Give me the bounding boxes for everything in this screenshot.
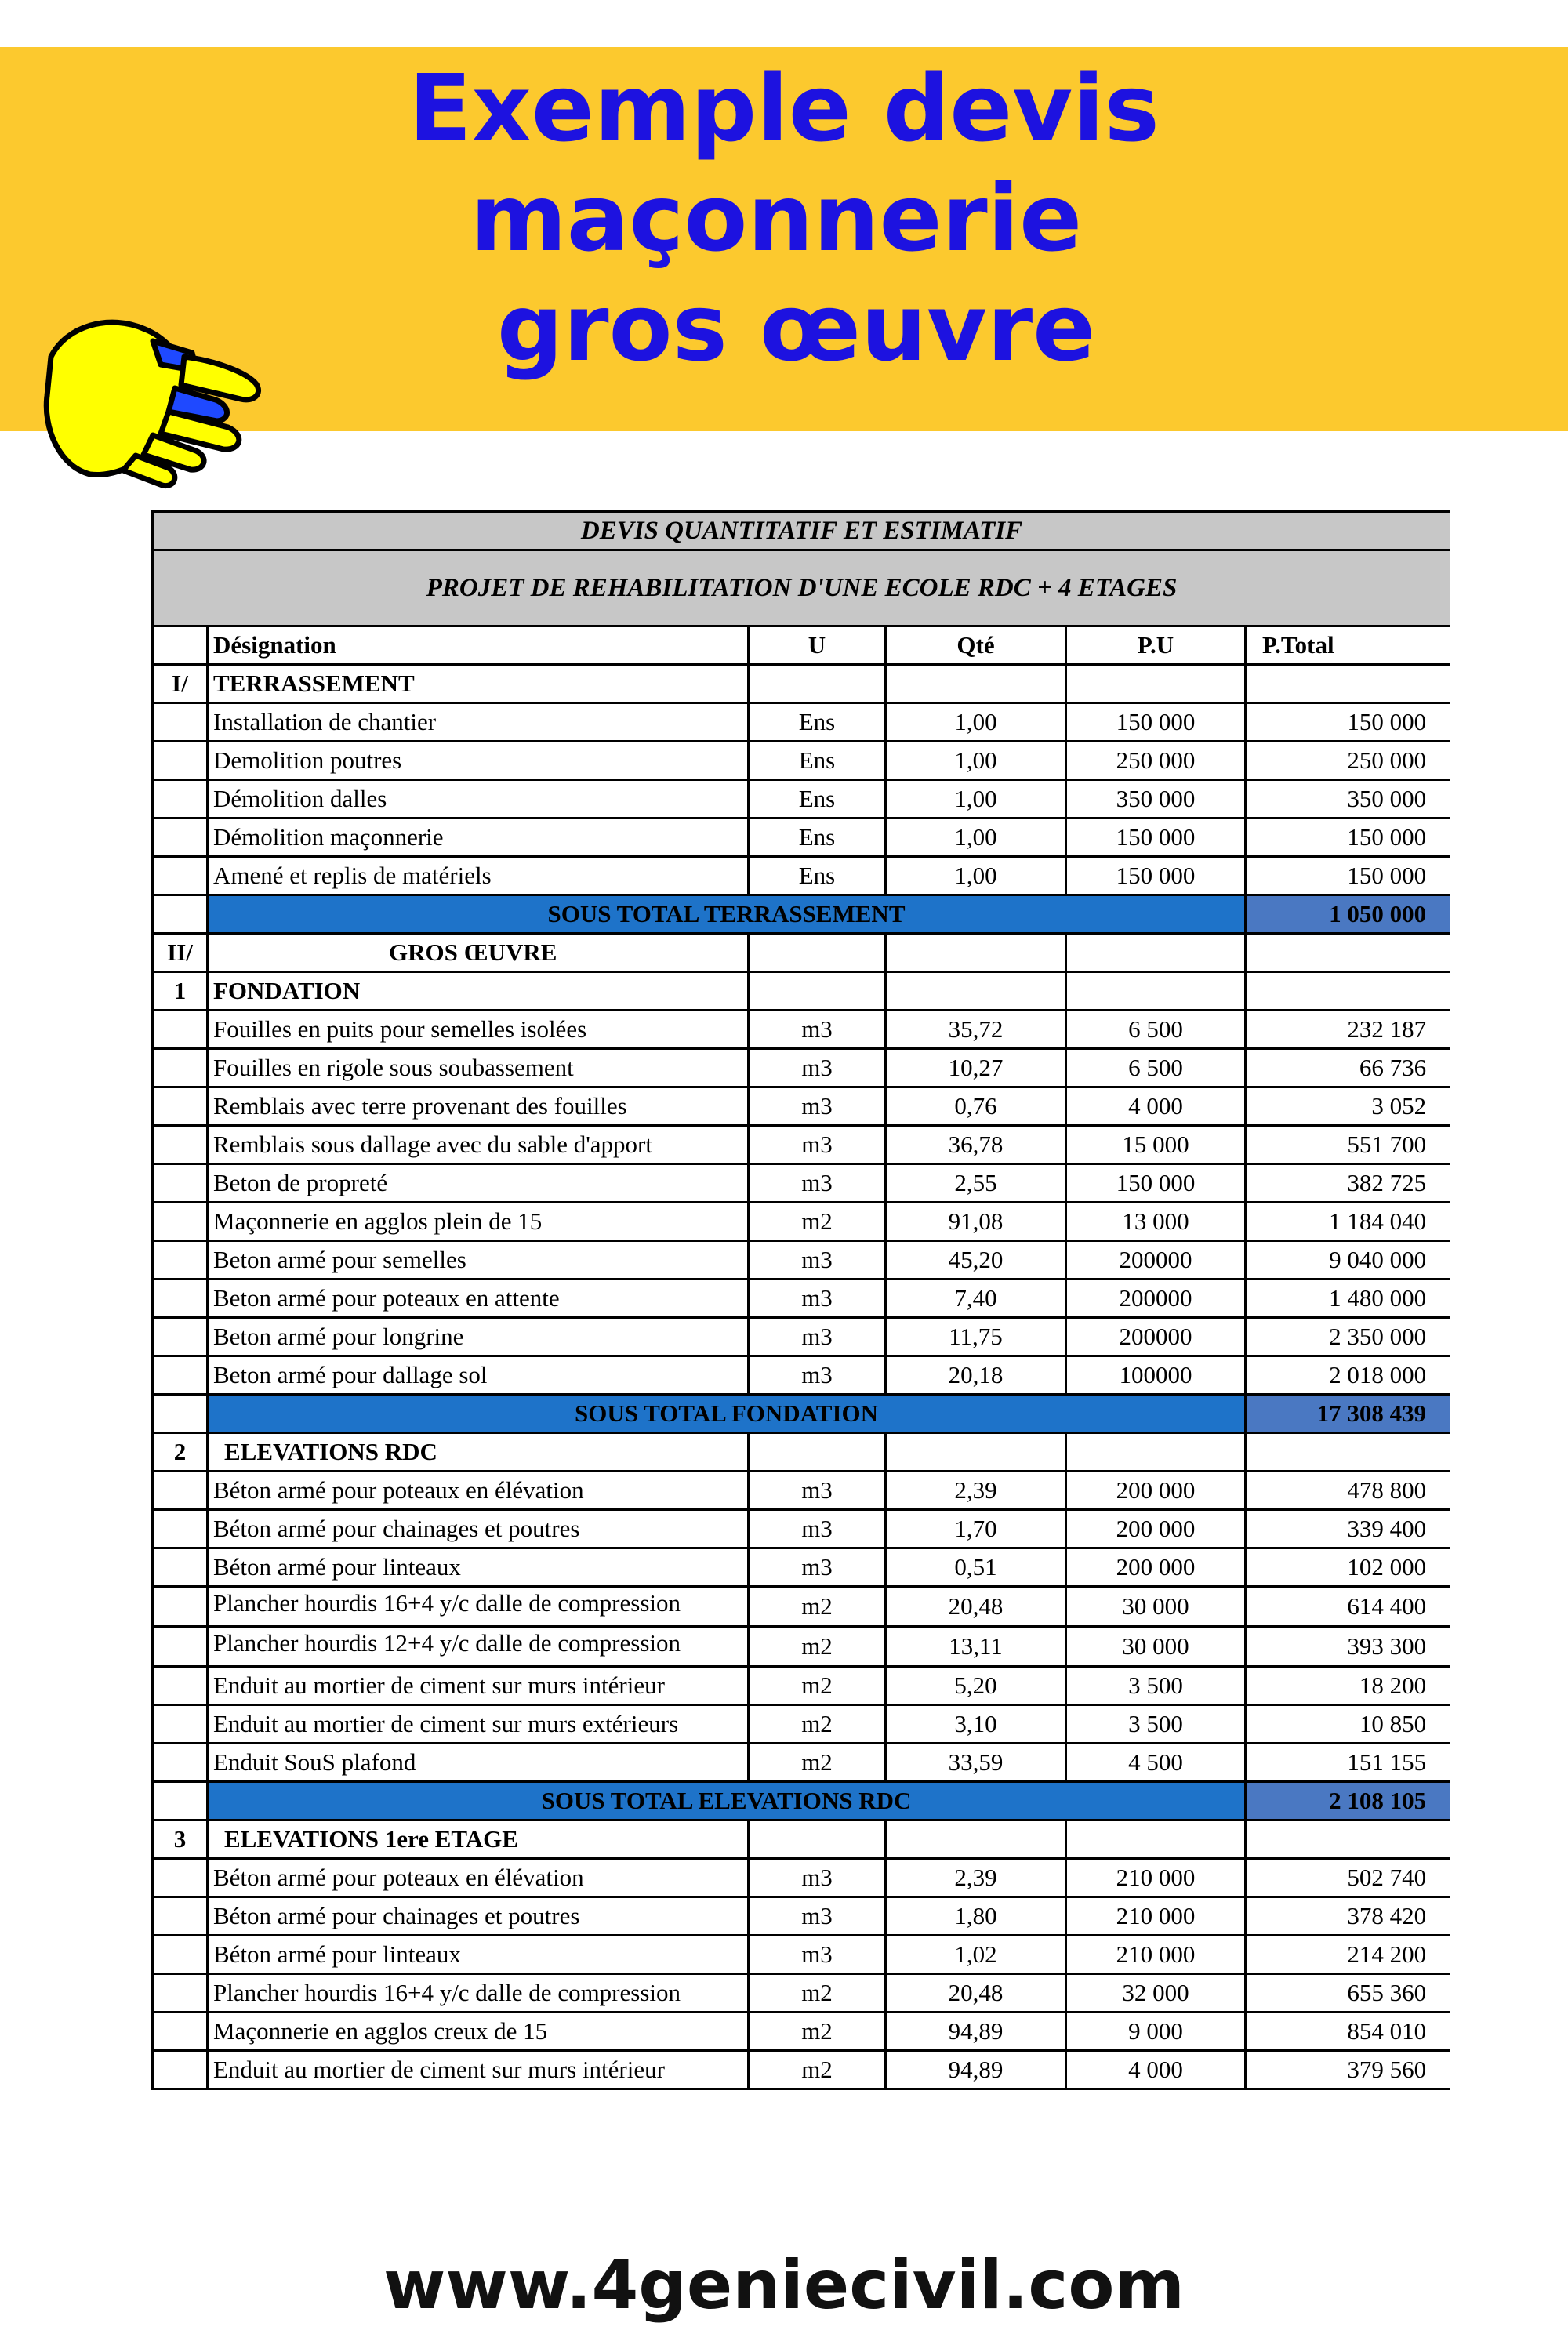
table-row xyxy=(153,1203,1450,1241)
row-unit: m2 xyxy=(749,1587,886,1627)
col-total: P.Total xyxy=(1246,626,1450,665)
row-unit: m2 xyxy=(749,1744,886,1782)
row-designation: Béton armé pour poteaux en élévation xyxy=(208,1472,749,1510)
section-number: 1 xyxy=(153,972,208,1011)
row-designation: Beton armé pour poteaux en attente xyxy=(208,1279,749,1318)
row-total: 9 040 000 xyxy=(1246,1241,1450,1279)
row-number xyxy=(153,1011,208,1049)
row-unit-price: 6 500 xyxy=(1066,1011,1246,1049)
project-row xyxy=(153,550,1450,626)
row-designation: Demolition poutres xyxy=(208,742,749,780)
row-number xyxy=(153,1318,208,1356)
row-qty: 91,08 xyxy=(886,1203,1066,1241)
row-designation: Beton armé pour semelles xyxy=(208,1241,749,1279)
section-row xyxy=(153,972,1450,1011)
row-qty: 13,11 xyxy=(886,1627,1066,1667)
row-unit-price: 150 000 xyxy=(1066,1164,1246,1203)
col-pu: P.U xyxy=(1066,626,1246,665)
row-total: 66 736 xyxy=(1246,1049,1450,1087)
row-unit: m3 xyxy=(749,1356,886,1395)
row-designation: Béton armé pour linteaux xyxy=(208,1936,749,1974)
elevations-etage1-rows xyxy=(153,1859,1450,2089)
row-unit-price: 210 000 xyxy=(1066,1859,1246,1897)
row-number xyxy=(153,1548,208,1587)
row-designation: Plancher hourdis 16+4 y/c dalle de compression xyxy=(208,1974,749,2013)
section-number: 3 xyxy=(153,1820,208,1859)
section-label: ELEVATIONS RDC xyxy=(208,1433,749,1472)
row-unit-price: 100000 xyxy=(1066,1356,1246,1395)
row-number xyxy=(153,1087,208,1126)
section-label: GROS ŒUVRE xyxy=(208,934,749,972)
row-unit: m3 xyxy=(749,1126,886,1164)
row-qty: 5,20 xyxy=(886,1667,1066,1705)
row-unit-price: 200 000 xyxy=(1066,1548,1246,1587)
row-designation: Remblais sous dallage avec du sable d'apport xyxy=(208,1126,749,1164)
row-unit-price: 200000 xyxy=(1066,1318,1246,1356)
row-number xyxy=(153,1510,208,1548)
row-unit: Ens xyxy=(749,818,886,857)
subtotal-label: SOUS TOTAL TERRASSEMENT xyxy=(208,895,1246,934)
subtotal-label: SOUS TOTAL ELEVATIONS RDC xyxy=(208,1782,1246,1820)
row-number xyxy=(153,742,208,780)
row-designation: Remblais avec terre provenant des fouilles xyxy=(208,1087,749,1126)
row-number xyxy=(153,1241,208,1279)
row-qty: 20,48 xyxy=(886,1587,1066,1627)
row-unit: m2 xyxy=(749,2051,886,2089)
table-row xyxy=(153,780,1450,818)
row-total: 150 000 xyxy=(1246,703,1450,742)
section-row xyxy=(153,934,1450,972)
row-number xyxy=(153,1705,208,1744)
row-total: 250 000 xyxy=(1246,742,1450,780)
row-unit: Ens xyxy=(749,780,886,818)
row-unit: m3 xyxy=(749,1011,886,1049)
table-row xyxy=(153,1472,1450,1510)
row-unit-price: 150 000 xyxy=(1066,818,1246,857)
col-designation: Désignation xyxy=(208,626,749,665)
row-unit-price: 210 000 xyxy=(1066,1936,1246,1974)
row-qty: 0,76 xyxy=(886,1087,1066,1126)
row-number xyxy=(153,1126,208,1164)
row-designation: Fouilles en puits pour semelles isolées xyxy=(208,1011,749,1049)
row-designation: Beton de propreté xyxy=(208,1164,749,1203)
table-row xyxy=(153,1279,1450,1318)
row-total: 232 187 xyxy=(1246,1011,1450,1049)
row-total: 854 010 xyxy=(1246,2013,1450,2051)
row-designation: Béton armé pour linteaux xyxy=(208,1548,749,1587)
row-unit: m3 xyxy=(749,1859,886,1897)
row-total: 214 200 xyxy=(1246,1936,1450,1974)
table-row xyxy=(153,1627,1450,1667)
terrassement-rows xyxy=(153,703,1450,895)
section-row xyxy=(153,1433,1450,1472)
row-unit: m3 xyxy=(749,1279,886,1318)
row-unit: Ens xyxy=(749,742,886,780)
table-row xyxy=(153,1126,1450,1164)
row-qty: 94,89 xyxy=(886,2051,1066,2089)
row-designation: Maçonnerie en agglos plein de 15 xyxy=(208,1203,749,1241)
table-row xyxy=(153,1510,1450,1548)
row-qty: 1,00 xyxy=(886,857,1066,895)
row-unit-price: 250 000 xyxy=(1066,742,1246,780)
row-number xyxy=(153,780,208,818)
row-number xyxy=(153,1859,208,1897)
table-row xyxy=(153,1011,1450,1049)
row-number xyxy=(153,703,208,742)
row-designation: Béton armé pour poteaux en élévation xyxy=(208,1859,749,1897)
row-designation: Enduit au mortier de ciment sur murs intérieur xyxy=(208,1667,749,1705)
row-total: 478 800 xyxy=(1246,1472,1450,1510)
row-total: 551 700 xyxy=(1246,1126,1450,1164)
table-title-row xyxy=(153,512,1450,550)
table-row xyxy=(153,818,1450,857)
row-unit-price: 200000 xyxy=(1066,1279,1246,1318)
row-unit-price: 3 500 xyxy=(1066,1667,1246,1705)
table-row xyxy=(153,1049,1450,1087)
row-total: 655 360 xyxy=(1246,1974,1450,2013)
row-qty: 1,00 xyxy=(886,703,1066,742)
row-qty: 94,89 xyxy=(886,2013,1066,2051)
section-label: TERRASSEMENT xyxy=(208,665,749,703)
column-header-row xyxy=(153,626,1450,665)
subtotal-value: 1 050 000 xyxy=(1246,895,1450,934)
row-total: 10 850 xyxy=(1246,1705,1450,1744)
pointing-hand-icon xyxy=(35,310,270,498)
row-total: 393 300 xyxy=(1246,1627,1450,1667)
row-unit-price: 30 000 xyxy=(1066,1587,1246,1627)
row-unit-price: 200000 xyxy=(1066,1241,1246,1279)
project-title: PROJET DE REHABILITATION D'UNE ECOLE RDC + 4 ETAGES xyxy=(153,550,1450,626)
subtotal-value: 2 108 105 xyxy=(1246,1782,1450,1820)
estimate-sheet xyxy=(151,510,1450,2212)
row-unit: m2 xyxy=(749,1627,886,1667)
row-unit-price: 9 000 xyxy=(1066,2013,1246,2051)
row-total: 379 560 xyxy=(1246,2051,1450,2089)
row-unit-price: 210 000 xyxy=(1066,1897,1246,1936)
section-label: ELEVATIONS 1ere ETAGE xyxy=(208,1820,749,1859)
row-number xyxy=(153,1279,208,1318)
subtotal-value: 17 308 439 xyxy=(1246,1395,1450,1433)
row-number xyxy=(153,1936,208,1974)
row-total: 3 052 xyxy=(1246,1087,1450,1126)
row-unit: m3 xyxy=(749,1241,886,1279)
row-total: 2 350 000 xyxy=(1246,1318,1450,1356)
row-qty: 1,70 xyxy=(886,1510,1066,1548)
row-unit: m3 xyxy=(749,1087,886,1126)
row-designation: Enduit au mortier de ciment sur murs extérieurs xyxy=(208,1705,749,1744)
row-number xyxy=(153,1744,208,1782)
row-designation: Installation de chantier xyxy=(208,703,749,742)
title-line-1: Exemple devis xyxy=(408,54,1160,162)
row-qty: 20,48 xyxy=(886,1974,1066,2013)
table-row xyxy=(153,1744,1450,1782)
row-total: 382 725 xyxy=(1246,1164,1450,1203)
row-unit: m3 xyxy=(749,1164,886,1203)
table-row xyxy=(153,1241,1450,1279)
col-unit: U xyxy=(749,626,886,665)
row-total: 614 400 xyxy=(1246,1587,1450,1627)
row-total: 1 480 000 xyxy=(1246,1279,1450,1318)
row-total: 502 740 xyxy=(1246,1859,1450,1897)
title-line-3: gros œuvre xyxy=(464,274,1096,382)
row-unit: m2 xyxy=(749,1203,886,1241)
table-row xyxy=(153,857,1450,895)
subtotal-row xyxy=(153,1395,1450,1433)
row-unit-price: 4 000 xyxy=(1066,1087,1246,1126)
row-unit: m3 xyxy=(749,1049,886,1087)
elevations-rdc-rows xyxy=(153,1472,1450,1782)
row-qty: 11,75 xyxy=(886,1318,1066,1356)
row-number xyxy=(153,1049,208,1087)
row-qty: 2,39 xyxy=(886,1859,1066,1897)
col-qty: Qté xyxy=(886,626,1066,665)
row-unit: m3 xyxy=(749,1318,886,1356)
row-unit-price: 13 000 xyxy=(1066,1203,1246,1241)
row-unit: Ens xyxy=(749,857,886,895)
row-qty: 1,00 xyxy=(886,780,1066,818)
row-designation: Plancher hourdis 16+4 y/c dalle de compression xyxy=(208,1587,749,1627)
row-number xyxy=(153,818,208,857)
row-number xyxy=(153,2013,208,2051)
row-unit-price: 30 000 xyxy=(1066,1627,1246,1667)
row-qty: 1,00 xyxy=(886,818,1066,857)
row-qty: 10,27 xyxy=(886,1049,1066,1087)
row-qty: 0,51 xyxy=(886,1548,1066,1587)
row-designation: Démolition dalles xyxy=(208,780,749,818)
row-designation: Béton armé pour chainages et poutres xyxy=(208,1510,749,1548)
row-unit-price: 150 000 xyxy=(1066,857,1246,895)
row-unit: m3 xyxy=(749,1510,886,1548)
table-row xyxy=(153,1548,1450,1587)
row-number xyxy=(153,1203,208,1241)
table-row xyxy=(153,1897,1450,1936)
row-designation: Beton armé pour longrine xyxy=(208,1318,749,1356)
table-row xyxy=(153,1087,1450,1126)
row-unit: m3 xyxy=(749,1897,886,1936)
row-number xyxy=(153,1356,208,1395)
row-qty: 20,18 xyxy=(886,1356,1066,1395)
row-designation: Démolition maçonnerie xyxy=(208,818,749,857)
col-num xyxy=(153,626,208,665)
row-qty: 36,78 xyxy=(886,1126,1066,1164)
estimate-table xyxy=(151,510,1450,2090)
row-total: 350 000 xyxy=(1246,780,1450,818)
section-number: I/ xyxy=(153,665,208,703)
row-number xyxy=(153,1667,208,1705)
row-unit: m2 xyxy=(749,1974,886,2013)
row-qty: 2,55 xyxy=(886,1164,1066,1203)
row-unit-price: 3 500 xyxy=(1066,1705,1246,1744)
table-row xyxy=(153,1974,1450,2013)
row-qty: 1,00 xyxy=(886,742,1066,780)
row-qty: 1,80 xyxy=(886,1897,1066,1936)
subtotal-row xyxy=(153,895,1450,934)
row-unit: Ens xyxy=(749,703,886,742)
row-total: 151 155 xyxy=(1246,1744,1450,1782)
row-number xyxy=(153,1897,208,1936)
row-unit-price: 6 500 xyxy=(1066,1049,1246,1087)
table-title: DEVIS QUANTITATIF ET ESTIMATIF xyxy=(153,512,1450,550)
row-unit-price: 350 000 xyxy=(1066,780,1246,818)
table-row xyxy=(153,1164,1450,1203)
row-unit: m3 xyxy=(749,1472,886,1510)
row-number xyxy=(153,1974,208,2013)
row-number xyxy=(153,857,208,895)
row-qty: 3,10 xyxy=(886,1705,1066,1744)
row-qty: 1,02 xyxy=(886,1936,1066,1974)
row-designation: Enduit SouS plafond xyxy=(208,1744,749,1782)
row-designation: Plancher hourdis 12+4 y/c dalle de compression xyxy=(208,1627,749,1667)
table-row xyxy=(153,1587,1450,1627)
row-number xyxy=(153,1472,208,1510)
row-unit: m2 xyxy=(749,2013,886,2051)
table-row xyxy=(153,2051,1450,2089)
row-total: 102 000 xyxy=(1246,1548,1450,1587)
row-unit: m3 xyxy=(749,1936,886,1974)
table-row xyxy=(153,1667,1450,1705)
row-designation: Amené et replis de matériels xyxy=(208,857,749,895)
row-designation: Enduit au mortier de ciment sur murs intérieur xyxy=(208,2051,749,2089)
row-unit-price: 4 500 xyxy=(1066,1744,1246,1782)
row-designation: Beton armé pour dallage sol xyxy=(208,1356,749,1395)
row-qty: 35,72 xyxy=(886,1011,1066,1049)
row-qty: 2,39 xyxy=(886,1472,1066,1510)
subtotal-label: SOUS TOTAL FONDATION xyxy=(208,1395,1246,1433)
table-row xyxy=(153,703,1450,742)
subtotal-row xyxy=(153,1782,1450,1820)
row-number xyxy=(153,2051,208,2089)
section-row xyxy=(153,665,1450,703)
row-number xyxy=(153,1627,208,1667)
row-unit: m2 xyxy=(749,1705,886,1744)
row-total: 1 184 040 xyxy=(1246,1203,1450,1241)
row-qty: 45,20 xyxy=(886,1241,1066,1279)
row-total: 339 400 xyxy=(1246,1510,1450,1548)
row-qty: 7,40 xyxy=(886,1279,1066,1318)
row-unit: m3 xyxy=(749,1548,886,1587)
row-designation: Maçonnerie en agglos creux de 15 xyxy=(208,2013,749,2051)
row-designation: Béton armé pour chainages et poutres xyxy=(208,1897,749,1936)
row-total: 150 000 xyxy=(1246,857,1450,895)
table-row xyxy=(153,2013,1450,2051)
row-qty: 33,59 xyxy=(886,1744,1066,1782)
section-number: II/ xyxy=(153,934,208,972)
row-unit-price: 150 000 xyxy=(1066,703,1246,742)
section-number: 2 xyxy=(153,1433,208,1472)
title-line-2: maçonnerie xyxy=(470,164,1083,272)
table-row xyxy=(153,1318,1450,1356)
table-row xyxy=(153,742,1450,780)
table-row xyxy=(153,1356,1450,1395)
row-number xyxy=(153,1164,208,1203)
row-total: 378 420 xyxy=(1246,1897,1450,1936)
row-designation: Fouilles en rigole sous soubassement xyxy=(208,1049,749,1087)
row-unit-price: 200 000 xyxy=(1066,1472,1246,1510)
table-row xyxy=(153,1859,1450,1897)
table-row xyxy=(153,1936,1450,1974)
section-label: FONDATION xyxy=(208,972,749,1011)
fondation-rows xyxy=(153,1011,1450,1395)
row-unit-price: 4 000 xyxy=(1066,2051,1246,2089)
section-row xyxy=(153,1820,1450,1859)
row-unit-price: 200 000 xyxy=(1066,1510,1246,1548)
row-unit-price: 32 000 xyxy=(1066,1974,1246,2013)
website-url: www.4geniecivil.com xyxy=(383,2246,1185,2325)
row-total: 150 000 xyxy=(1246,818,1450,857)
row-total: 2 018 000 xyxy=(1246,1356,1450,1395)
row-unit: m2 xyxy=(749,1667,886,1705)
row-number xyxy=(153,1587,208,1627)
row-total: 18 200 xyxy=(1246,1667,1450,1705)
table-row xyxy=(153,1705,1450,1744)
row-unit-price: 15 000 xyxy=(1066,1126,1246,1164)
